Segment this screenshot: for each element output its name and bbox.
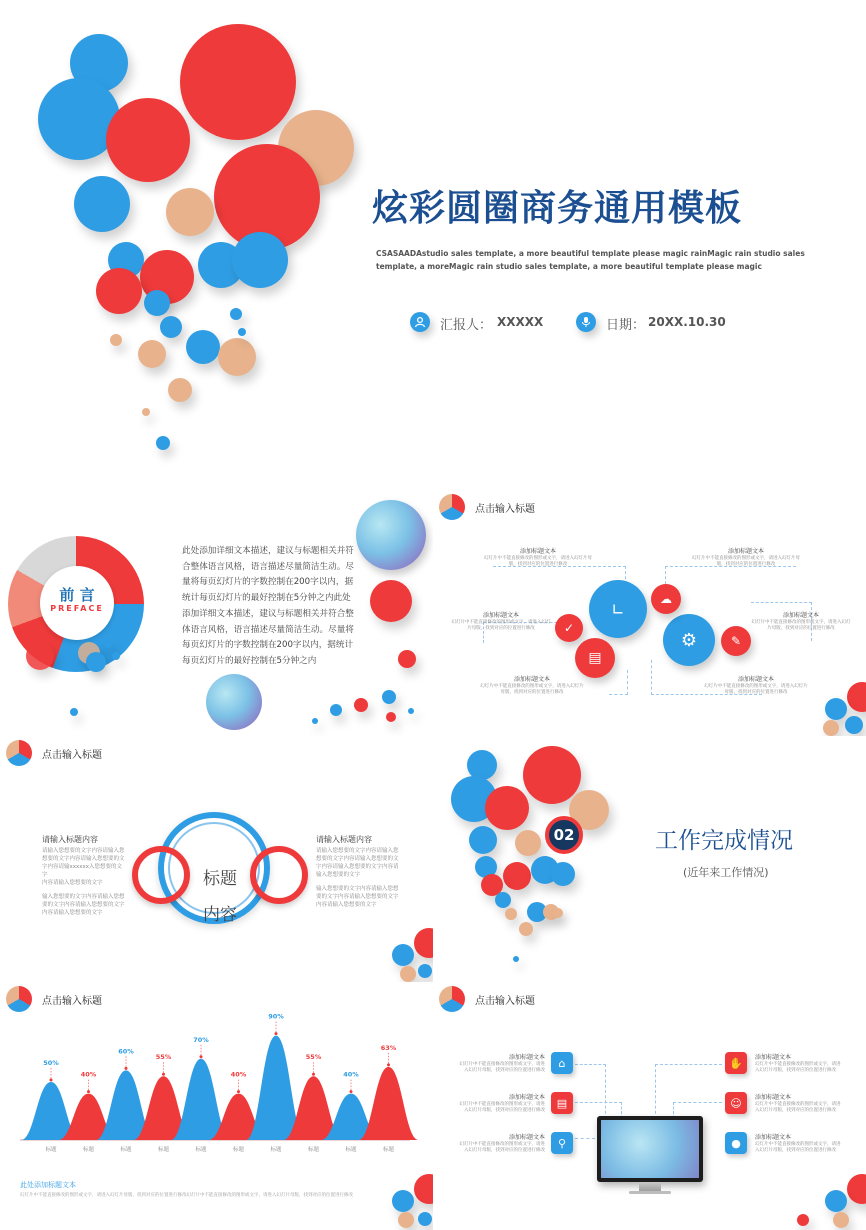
center-title-2: 内容 [203, 905, 237, 925]
chart-data-label: 40% [230, 1070, 247, 1079]
date-value: 20XX.10.30 [648, 315, 726, 329]
slide-logo [439, 494, 465, 520]
chart-peak-point [350, 1090, 353, 1093]
edit-icon: ✎ [721, 626, 751, 656]
right-text-2: 输入您想要的文字内容请输入您想要的文字内容请输入您想要的文字内容请输入您想要的文字 [316, 886, 399, 908]
cover-subtitle-1: CSASAADAstudio sales template, a more beautiful template please magic rainMagic rain studio sales [376, 249, 805, 258]
reporter-label: 汇报人： [440, 318, 493, 333]
chart-category-label: 标题 [307, 1147, 320, 1153]
chart-peak-point [387, 1063, 390, 1066]
chart-data-label: 60% [118, 1047, 134, 1056]
monitor-slide [433, 984, 866, 1230]
monitor-item-title: 添加标题文本 [508, 1054, 545, 1061]
monitor-item-title: 添加标题文本 [508, 1094, 545, 1101]
chart-peak-point [200, 1055, 203, 1058]
chart-peak-point [237, 1090, 240, 1093]
monitor-item-title: 添加标题文本 [755, 1134, 792, 1141]
slide-header: 点击输入标题 [475, 504, 535, 515]
chart [0, 1014, 433, 1174]
chart-data-label: 90% [268, 1014, 284, 1021]
right-title: 请输入标题内容 [316, 835, 372, 844]
chart-data-label: 40% [343, 1070, 359, 1079]
center-title-1: 标题 [203, 869, 237, 889]
chart-category-label: 标题 [232, 1147, 245, 1153]
rings-slide [0, 738, 433, 982]
section-title: 工作完成情况 [655, 828, 793, 854]
preface-title-cn: 前 言 [59, 586, 95, 604]
right-text-1: 请输入您想要的文字内容请输入您想要的文字内容请输入您想要的文字内容请输入您想要的文字内容请输入您想要的文字 [316, 848, 399, 878]
document-icon: ▤ [551, 1092, 573, 1114]
monitor-item-text: 幻灯片中不能直接修改的图形或文字，请进入幻灯片母版，找到对应的位置进行修改 [755, 1062, 841, 1073]
left-text-1: 请输入您想要的文字内容请输入您想要的文字内容请输入您想要的文字内容请输xxxxxx入您想要的文字 [42, 848, 125, 878]
monitor-item-text: 幻灯片中不能直接修改的图形或文字，请进入幻灯片母版，找到对应的位置进行修改 [459, 1062, 545, 1073]
chart-peak-point [50, 1079, 53, 1082]
microphone-icon: ● [725, 1132, 747, 1154]
monitor-item-title: 添加标题文本 [755, 1054, 792, 1061]
monitor [597, 1116, 703, 1182]
chart-category-label: 标题 [195, 1147, 207, 1153]
user-icon [410, 312, 430, 332]
chart-category-label: 标题 [120, 1147, 132, 1153]
date-label: 日期： [606, 318, 646, 333]
chart-hump [359, 1067, 419, 1140]
preface-slide [0, 492, 433, 736]
hub-item-text: 幻灯片中不能直接修改的图形或文字，请进入幻灯片母版，找到对应的位置进行修改 [692, 556, 800, 567]
hub-item-text: 幻灯片中不能直接修改的图形或文字，请进入幻灯片母版，找到对应的位置进行修改 [451, 620, 551, 631]
hub-item-text: 幻灯片中不能直接修改的图形或文字，请进入幻灯片母版，找到对应的位置进行修改 [484, 556, 592, 567]
hand-icon: ✋ [725, 1052, 747, 1074]
left-ring [132, 846, 190, 904]
chart-category-label: 标题 [157, 1147, 170, 1153]
chart-footer-title: 此处添加标题文本 [20, 1181, 76, 1189]
chart-category-label: 标题 [82, 1147, 95, 1153]
home-icon: ⌂ [551, 1052, 573, 1074]
left-text-2: 内容请输入您想要的文字 [42, 880, 103, 886]
chart-peak-point [275, 1032, 278, 1035]
reporter-value: XXXXX [497, 315, 544, 329]
preface-body: 此处添加详细文本描述，建议与标题相关并符合整体语言风格，语言描述尽量简洁生动。尽量将每页幻灯片的字数控制在200字以内，据统计每页幻灯片的最好控制在5分钟之内此处添加详细文本描述，建议与标题相关并符合整体语言风格，语言描述尽量简洁生动。尽量将每页幻灯片的字数控制在200字以内，据统计每页幻灯片的最好控制在5分钟之内 [182, 546, 354, 666]
chart-peak-point [312, 1073, 315, 1076]
microphone-icon [576, 312, 596, 332]
monitor-item-title: 添加标题文本 [755, 1094, 792, 1101]
bubble-texture [356, 500, 426, 570]
section-number-badge: 02 [545, 816, 583, 854]
document-icon: ▤ [575, 638, 615, 678]
trophy-icon: ⚲ [551, 1132, 573, 1154]
section-subtitle: (近年来工作情况) [683, 866, 769, 879]
chart-data-label: 55% [155, 1053, 172, 1062]
cover-slide [0, 0, 866, 490]
monitor-item-text: 幻灯片中不能直接修改的图形或文字，请进入幻灯片母版，找到对应的位置进行修改 [755, 1142, 841, 1153]
hub-item-title: 添加标题文本 [727, 548, 764, 555]
chart-peak-point [87, 1090, 90, 1093]
preface-title-en: PREFACE [50, 604, 104, 613]
cloud-icon: ☁ [651, 584, 681, 614]
hub-item-title: 添加标题文本 [482, 612, 519, 619]
slide-logo [6, 740, 32, 766]
hub-item-title: 添加标题文本 [782, 612, 819, 619]
hub-item-title: 添加标题文本 [513, 676, 550, 683]
hub-slide [433, 492, 866, 736]
hub-item-title: 添加标题文本 [519, 548, 556, 555]
chart-category-label: 标题 [382, 1147, 395, 1153]
monitor-item-text: 幻灯片中不能直接修改的图形或文字，请进入幻灯片母版，找到对应的位置进行修改 [755, 1102, 841, 1113]
left-text-3: 输入您想要的文字内容请输入您想要的文字内容请输入您想要的文字内容请输入您想要的文字 [42, 894, 125, 916]
hub-item-text: 幻灯片中不能直接修改的图形或文字，请进入幻灯片母版，找到对应的位置进行修改 [480, 684, 584, 695]
chart-data-label: 55% [305, 1053, 322, 1062]
monitor-item-text: 幻灯片中不能直接修改的图形或文字，请进入幻灯片母版，找到对应的位置进行修改 [459, 1142, 545, 1153]
hub-item-text: 幻灯片中不能直接修改的图形或文字，请进入幻灯片母版，找到对应的位置进行修改 [704, 684, 808, 695]
chart-data-label: 50% [43, 1059, 59, 1067]
slide-logo [439, 986, 465, 1012]
chart-data-label: 63% [380, 1043, 397, 1052]
person-icon: ☺ [725, 1092, 747, 1114]
chart-footer-text: 幻灯片中不能直接修改的图形或文字，请进入幻灯片母版，找到对应的位置进行修改幻灯片中不能直接修改的图形或文字，请进入幻灯片母版，找到对应的位置进行修改 [20, 1193, 353, 1198]
hub-item-title: 添加标题文本 [737, 676, 774, 683]
chart-data-label: 40% [80, 1070, 97, 1079]
gear-icon: ⚙ [663, 614, 715, 666]
chart-peak-point [162, 1073, 165, 1076]
hub-item-text: 幻灯片中不能直接修改的图形或文字，请进入幻灯片母版，找到对应的位置进行修改 [751, 620, 851, 631]
slide-header: 点击输入标题 [475, 996, 535, 1007]
monitor-item-text: 幻灯片中不能直接修改的图形或文字，请进入幻灯片母版，找到对应的位置进行修改 [459, 1102, 545, 1113]
chart-category-label: 标题 [45, 1147, 57, 1153]
share-icon: ∟ [589, 580, 647, 638]
chart-data-label: 70% [193, 1035, 209, 1044]
chart-category-label: 标题 [345, 1147, 357, 1153]
slide-header: 点击输入标题 [42, 996, 102, 1007]
section-slide [433, 738, 866, 982]
cover-subtitle-2: template, a moreMagic rain studio sales template, a more beautiful template please magic [376, 262, 762, 271]
monitor-item-title: 添加标题文本 [508, 1134, 545, 1141]
right-ring [250, 846, 308, 904]
chart-category-label: 标题 [270, 1147, 282, 1153]
slide-logo [6, 986, 32, 1012]
check-icon: ✓ [555, 614, 583, 642]
slide-header: 点击输入标题 [42, 750, 102, 761]
chart-slide [0, 984, 433, 1230]
chart-peak-point [125, 1067, 128, 1070]
cover-title: 炫彩圆圈商务通用模板 [372, 188, 743, 229]
left-title: 请输入标题内容 [42, 835, 98, 844]
